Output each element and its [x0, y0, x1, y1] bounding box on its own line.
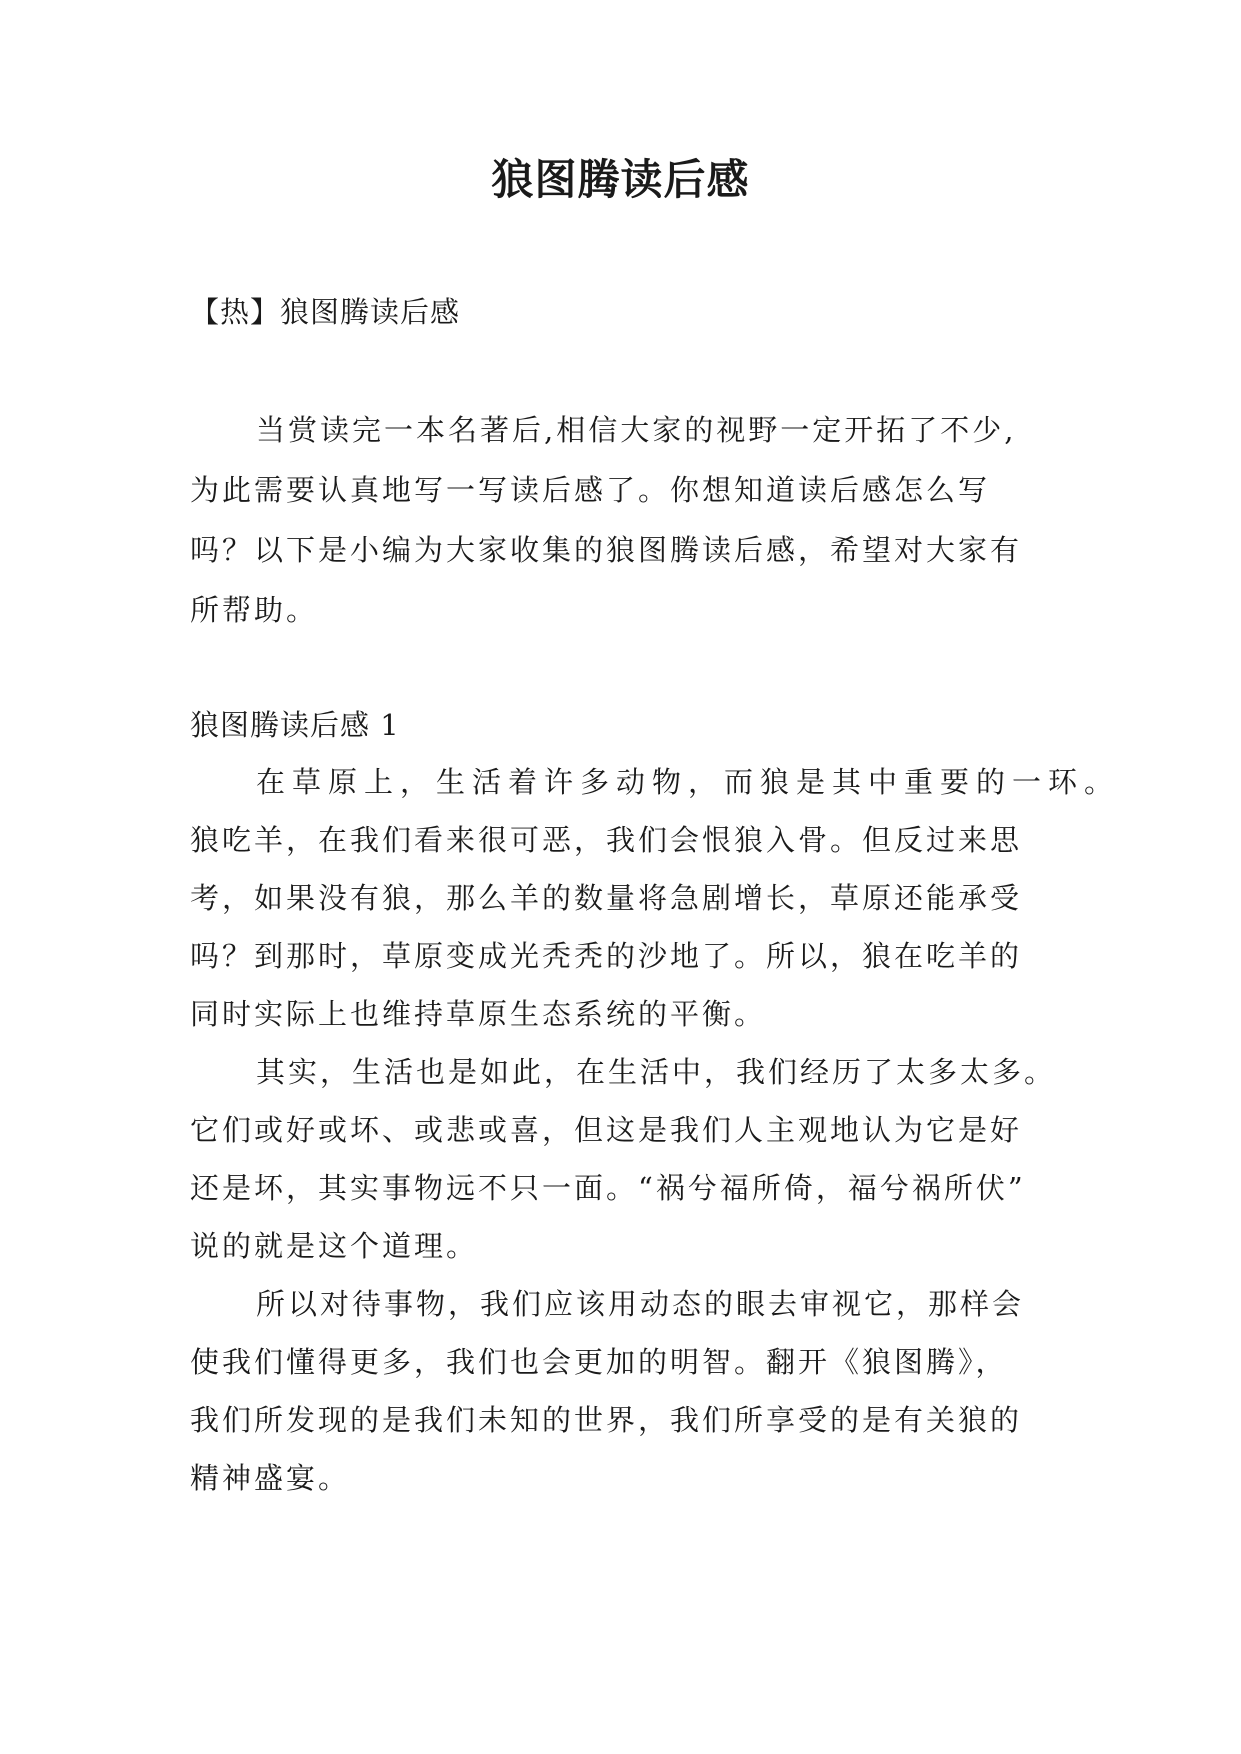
paragraph-line: 说的就是这个道理。 [190, 1229, 479, 1263]
paragraph-line: 同时实际上也维持草原生态系统的平衡。 [190, 997, 767, 1031]
intro-line: 当赏读完一本名著后,相信大家的视野一定开拓了不少, [256, 413, 1017, 447]
paragraph-line: 还是坏，其实事物远不只一面。“祸兮福所倚，福兮祸所伏” [190, 1171, 1026, 1205]
paragraph-line: 吗？到那时，草原变成光秃秃的沙地了。所以，狼在吃羊的 [190, 939, 1023, 973]
intro-line: 吗？以下是小编为大家收集的狼图腾读后感，希望对大家有 [190, 533, 1023, 567]
paragraph-line: 其实，生活也是如此，在生活中，我们经历了太多太多。 [256, 1055, 1057, 1089]
paragraph-line: 它们或好或坏、或悲或喜，但这是我们人主观地认为它是好 [190, 1113, 1023, 1147]
paragraph-line: 精神盛宴。 [190, 1461, 351, 1495]
document-title: 狼图腾读后感 [491, 155, 750, 204]
paragraph-line: 使我们懂得更多，我们也会更加的明智。翻开《狼图腾》， [190, 1345, 1008, 1379]
paragraph-line: 考，如果没有狼，那么羊的数量将急剧增长，草原还能承受 [190, 881, 1023, 915]
intro-line: 为此需要认真地写一写读后感了。你想知道读后感怎么写 [190, 473, 991, 507]
paragraph-line: 我们所发现的是我们未知的世界，我们所享受的是有关狼的 [190, 1403, 1023, 1437]
document-heading: 【热】狼图腾读后感 [190, 295, 461, 329]
section-title: 狼图腾读后感 1 [190, 708, 400, 742]
intro-line: 所帮助。 [190, 593, 319, 627]
paragraph-line: 在草原上，生活着许多动物，而狼是其中重要的一环。 [256, 765, 1121, 799]
paragraph-line: 狼吃羊，在我们看来很可恶，我们会恨狼入骨。但反过来思 [190, 823, 1023, 857]
paragraph-line: 所以对待事物，我们应该用动态的眼去审视它，那样会 [256, 1287, 1025, 1321]
